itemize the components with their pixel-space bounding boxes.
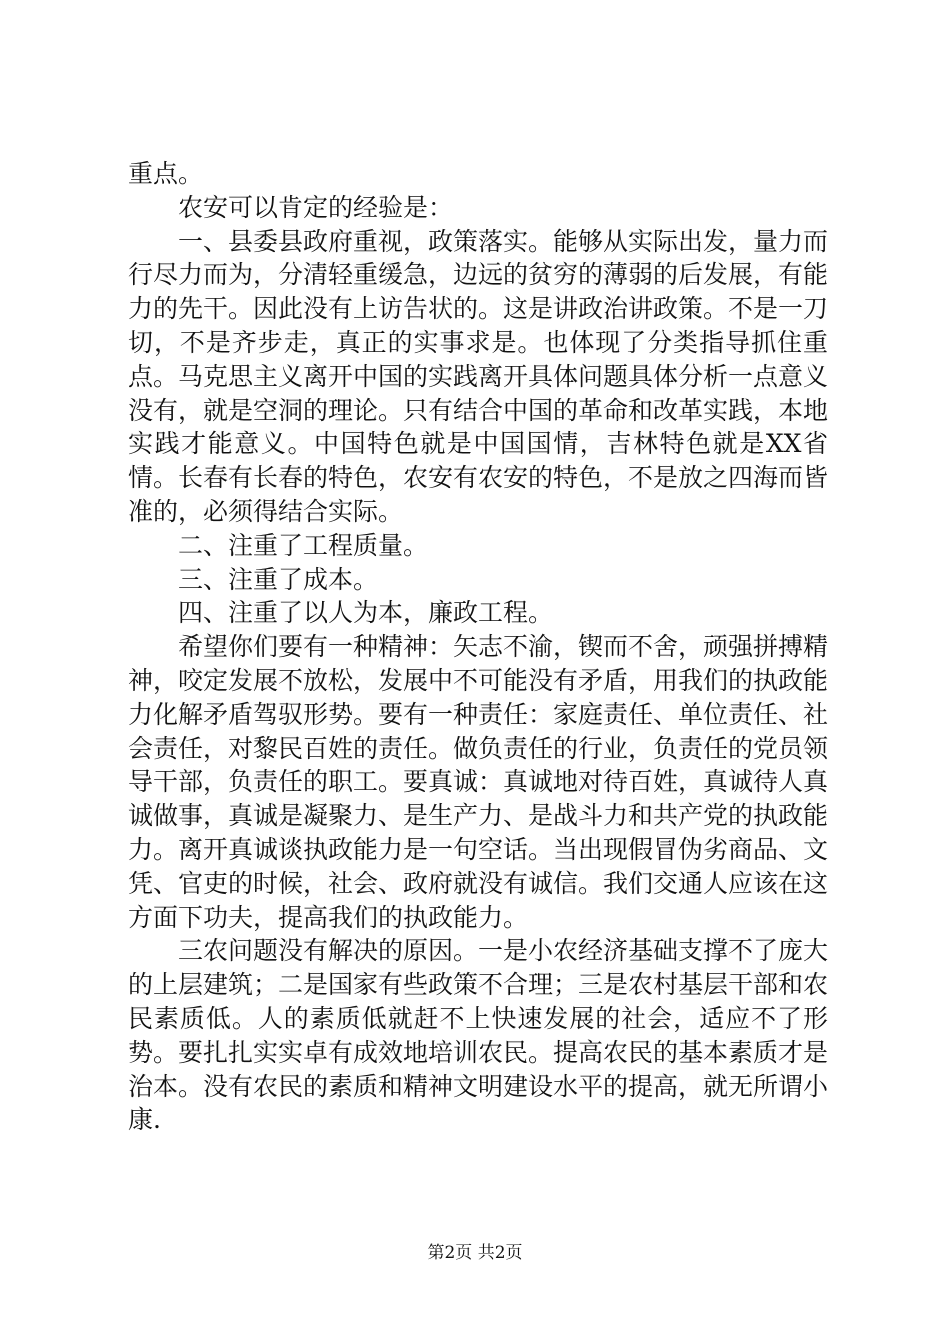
paragraph-point-one: 一、县委县政府重视，政策落实。能够从实际出发，量力而行尽力而为，分清轻重缓急，边远的贫穷的薄弱的后发展，有能力的先干。因此没有上访告状的。这是讲政治讲政策。不是一刀切，不是齐步走，真正的实事求是。也体现了分类指导抓住重点。马克思主义离开中国的实践离开具体问题具体分析一点意义没有，就是空洞的理论。只有结合中国的革命和改革实践，本地实践才能意义。中国特色就是中国国情，吉林特色就是XX省情。长春有长春的特色，农安有农安的特色，不是放之四海而皆准的，必须得结合实际。 — [128, 226, 829, 526]
paragraph-experience-intro: 农安可以肯定的经验是： — [178, 192, 454, 222]
paragraph-sannong: 三农问题没有解决的原因。一是小农经济基础支撑不了庞大的上层建筑；二是国家有些政策不合理；三是农村基层干部和农民素质低。人的素质低就赶不上快速发展的社会，适应不了形势。要扎扎实实卓有成效地培训农民。提高农民的基本素质才是治本。没有农民的素质和精神文明建设水平的提高，就无所谓小康. — [128, 936, 829, 1135]
paragraph-continuation: 重点。 — [128, 159, 204, 188]
page-footer: 第2页 共2页 — [427, 1243, 523, 1263]
paragraph-hope: 希望你们要有一种精神：矢志不渝，锲而不舍，顽强拼搏精神，咬定发展不放松，发展中不可能没有矛盾，用我们的执政能力化解矛盾驾驭形势。要有一种责任：家庭责任、单位责任、社会责任，对黎民百姓的责任。做负责任的行业，负责任的党员领导干部，负责任的职工。要真诚：真诚地对待百姓，真诚待人真诚做事，真诚是凝聚力、是生产力、是战斗力和共产党的执政能力。离开真诚谈执政能力是一句空话。当出现假冒伪劣商品、文凭、官吏的时候，社会、政府就没有诚信。我们交通人应该在这方面下功夫，提高我们的执政能力。 — [128, 632, 829, 932]
document-body — [128, 157, 828, 1137]
paragraph-point-two: 二、注重了工程质量。 — [178, 530, 429, 560]
paragraph-point-three: 三、注重了成本。 — [178, 564, 379, 594]
paragraph-point-four: 四、注重了以人为本，廉政工程。 — [178, 598, 554, 628]
